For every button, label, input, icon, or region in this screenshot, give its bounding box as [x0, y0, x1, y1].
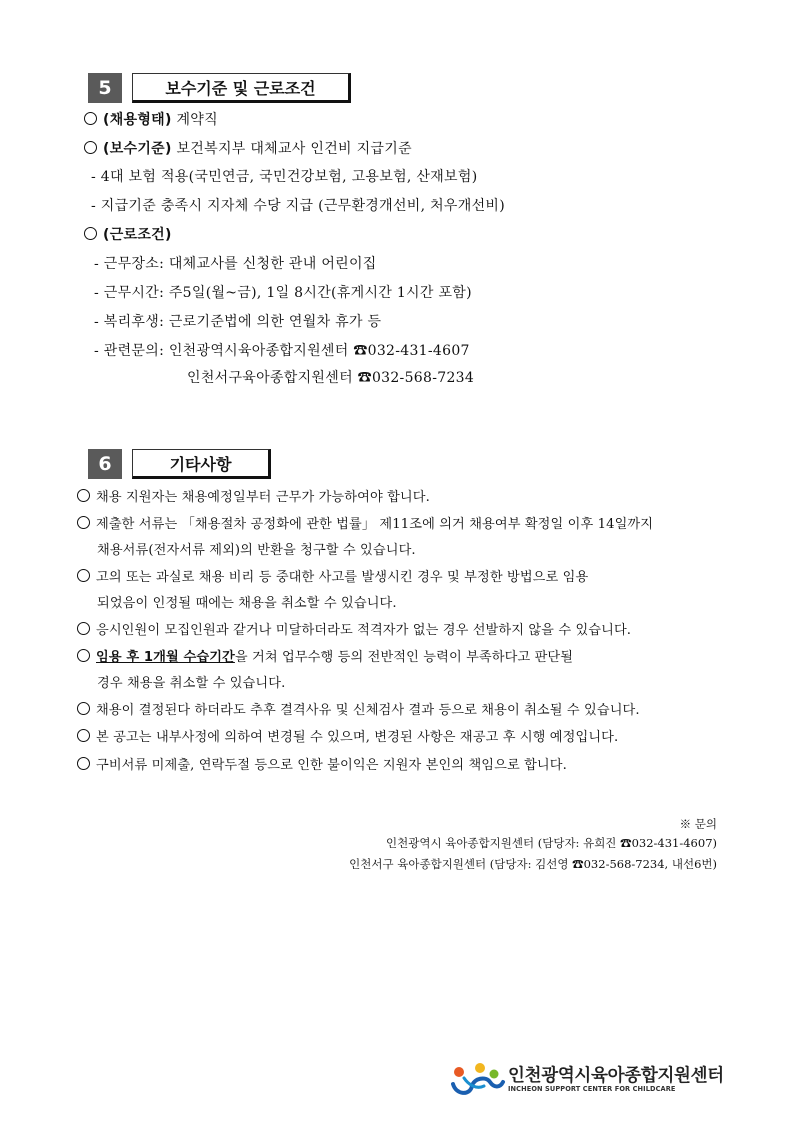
center-logo	[450, 1062, 724, 1102]
notice-item	[77, 756, 567, 776]
inquiry-center-name: 인천광역시육아종합지원센터	[168, 343, 354, 359]
circle-bullet-icon	[77, 516, 90, 529]
circle-bullet-icon	[84, 141, 97, 154]
circle-bullet-icon	[84, 112, 97, 125]
center-logo-icon	[450, 1062, 506, 1096]
work-detail-item: - 근무시간: 주5일(월~금), 1일 8시간(휴게시간 1시간 포함)	[94, 285, 472, 301]
section-5-header	[88, 73, 351, 103]
employment-type-value: 계약직	[176, 112, 218, 128]
notice-item	[77, 621, 631, 641]
notice-text: 을 거쳐 업무수행 등의 전반적인 능력이 부족하다고 판단될	[234, 650, 574, 665]
circle-bullet-icon	[77, 569, 90, 582]
section-title: 기타사항	[132, 449, 271, 479]
pay-standard-value: 보건복지부 대체교사 인건비 지급기준	[176, 141, 412, 157]
notice-item-continued: 경우 채용을 취소할 수 있습니다.	[97, 676, 286, 691]
inquiry-phone: ☎032-568-7234	[357, 370, 475, 386]
section-number: 6	[88, 449, 122, 479]
inquiry-line	[94, 341, 470, 361]
section-title: 보수기준 및 근로조건	[132, 73, 351, 103]
probation-emphasis: 임용 후 1개월 수습기간	[96, 650, 235, 665]
work-conditions-label: (근로조건)	[103, 227, 172, 243]
circle-bullet-icon	[77, 757, 90, 770]
notice-item-continued: 채용서류(전자서류 제외)의 반환을 청구할 수 있습니다.	[97, 543, 416, 558]
inquiry-line	[187, 368, 474, 388]
contact-heading: ※ 문의	[679, 817, 717, 831]
work-conditions-line	[84, 225, 172, 245]
section-6-header	[88, 449, 271, 479]
notice-text: 구비서류 미제출, 연락두절 등으로 인한 불이익은 지원자 본인의 책임으로 합니다.	[96, 758, 567, 773]
inquiry-phone: ☎032-431-4607	[353, 343, 470, 359]
circle-bullet-icon	[77, 622, 90, 635]
notice-item	[77, 728, 618, 748]
circle-bullet-icon	[77, 729, 90, 742]
notice-item-continued: 되었음이 인정될 때에는 채용을 취소할 수 있습니다.	[97, 596, 397, 611]
notice-text: 고의 또는 과실로 채용 비리 등 중대한 사고를 발생시킨 경우 및 부정한 방법으로 임용	[96, 570, 589, 585]
notice-text: 채용이 결정된다 하더라도 추후 결격사유 및 신체검사 결과 등으로 채용이 취소될 수 있습니다.	[96, 703, 640, 718]
pay-detail-item: - 4대 보험 적용(국민연금, 국민건강보험, 고용보험, 산재보험)	[91, 169, 478, 185]
circle-bullet-icon	[77, 702, 90, 715]
employment-type-label: (채용형태)	[103, 112, 172, 128]
circle-bullet-icon	[77, 489, 90, 502]
notice-text: 제출한 서류는 「채용절차 공정화에 관한 법률」 제11조에 의거 채용여부 확정일 이후 14일까지	[96, 517, 654, 532]
employment-type-line	[84, 110, 218, 130]
inquiry-label: - 관련문의:	[94, 343, 169, 359]
work-detail-item: - 근무장소: 대체교사를 신청한 관내 어린이집	[94, 256, 377, 272]
contact-line: 인천광역시 육아종합지원센터 (담당자: 유희진 ☎032-431-4607)	[386, 836, 717, 850]
section-number: 5	[88, 73, 122, 103]
center-logo-english-name: INCHEON SUPPORT CENTER FOR CHILDCARE	[508, 1085, 676, 1093]
pay-standard-line	[84, 139, 412, 159]
circle-bullet-icon	[84, 227, 97, 240]
notice-item	[77, 515, 653, 535]
contact-line: 인천서구 육아종합지원센터 (담당자: 김선영 ☎032-568-7234, 내선6번)	[349, 857, 717, 871]
notice-item	[77, 648, 573, 668]
center-logo-name: 인천광역시육아종합지원센터	[508, 1066, 724, 1086]
notice-item	[77, 488, 430, 508]
pay-detail-item: - 지급기준 충족시 지자체 수당 지급 (근무환경개선비, 처우개선비)	[91, 198, 505, 214]
notice-text: 응시인원이 모집인원과 같거나 미달하더라도 적격자가 없는 경우 선발하지 않을 수 있습니다.	[96, 623, 632, 638]
inquiry-center-name: 인천서구육아종합지원센터	[187, 370, 358, 386]
pay-standard-label: (보수기준)	[103, 141, 172, 157]
notice-item	[77, 701, 640, 721]
notice-text: 채용 지원자는 채용예정일부터 근무가 가능하여야 합니다.	[96, 490, 430, 505]
notice-text: 본 공고는 내부사정에 의하여 변경될 수 있으며, 변경된 사항은 재공고 후 시행 예정입니다.	[96, 730, 619, 745]
notice-item	[77, 568, 588, 588]
circle-bullet-icon	[77, 649, 90, 662]
work-detail-item: - 복리후생: 근로기준법에 의한 연월차 휴가 등	[94, 314, 382, 330]
